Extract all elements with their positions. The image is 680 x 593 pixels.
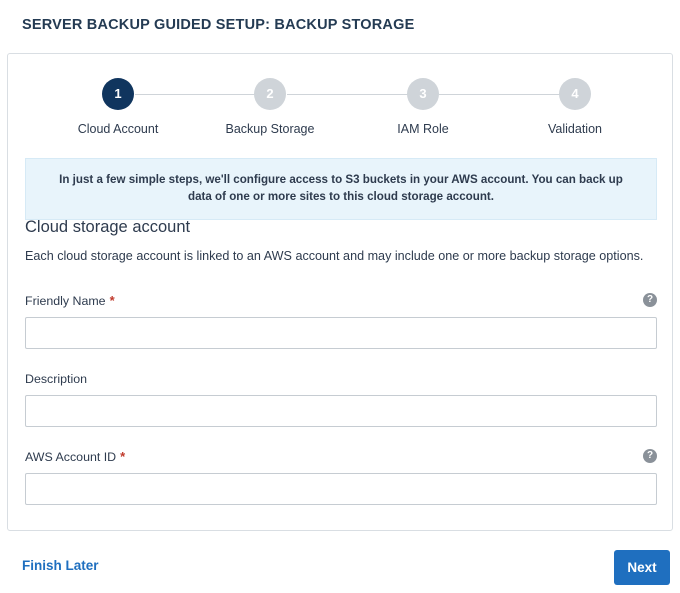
aws-account-id-label: AWS Account ID (25, 450, 117, 464)
step-label-4: Validation (548, 122, 602, 136)
aws-account-id-input[interactable] (25, 473, 657, 505)
step-cloud-account[interactable] (38, 78, 198, 136)
finish-later-link[interactable]: Finish Later (22, 558, 99, 573)
friendly-name-input[interactable] (25, 317, 657, 349)
info-banner: In just a few simple steps, we'll configure access to S3 buckets in your AWS account. You can back up data of one or more sites to this cloud storage account. (25, 158, 657, 220)
aws-account-id-required-marker: * (120, 449, 126, 464)
section-subtitle: Each cloud storage account is linked to an AWS account and may include one or more backup storage options. (25, 249, 644, 263)
step-label-2: Backup Storage (225, 122, 315, 136)
help-icon[interactable]: ? (643, 293, 657, 307)
field-description (25, 370, 657, 427)
help-icon[interactable]: ? (643, 449, 657, 463)
section-title: Cloud storage account (25, 218, 191, 236)
stepper (8, 78, 672, 168)
next-button[interactable]: Next (614, 550, 670, 585)
field-aws-account-id (25, 448, 657, 505)
step-label-3: IAM Role (397, 122, 449, 136)
step-label-1: Cloud Account (77, 122, 159, 136)
page-title: SERVER BACKUP GUIDED SETUP: BACKUP STORAGE (22, 17, 415, 33)
field-friendly-name (25, 292, 657, 349)
step-number-2: 2 (254, 78, 286, 110)
step-backup-storage[interactable] (190, 78, 350, 136)
friendly-name-required-marker: * (109, 293, 115, 308)
description-input[interactable] (25, 395, 657, 427)
step-validation[interactable] (495, 78, 655, 136)
step-number-1: 1 (102, 78, 134, 110)
friendly-name-label: Friendly Name (25, 294, 106, 308)
step-iam-role[interactable] (343, 78, 503, 136)
step-number-3: 3 (407, 78, 439, 110)
setup-card (7, 53, 673, 531)
step-number-4: 4 (559, 78, 591, 110)
description-label: Description (25, 372, 87, 386)
